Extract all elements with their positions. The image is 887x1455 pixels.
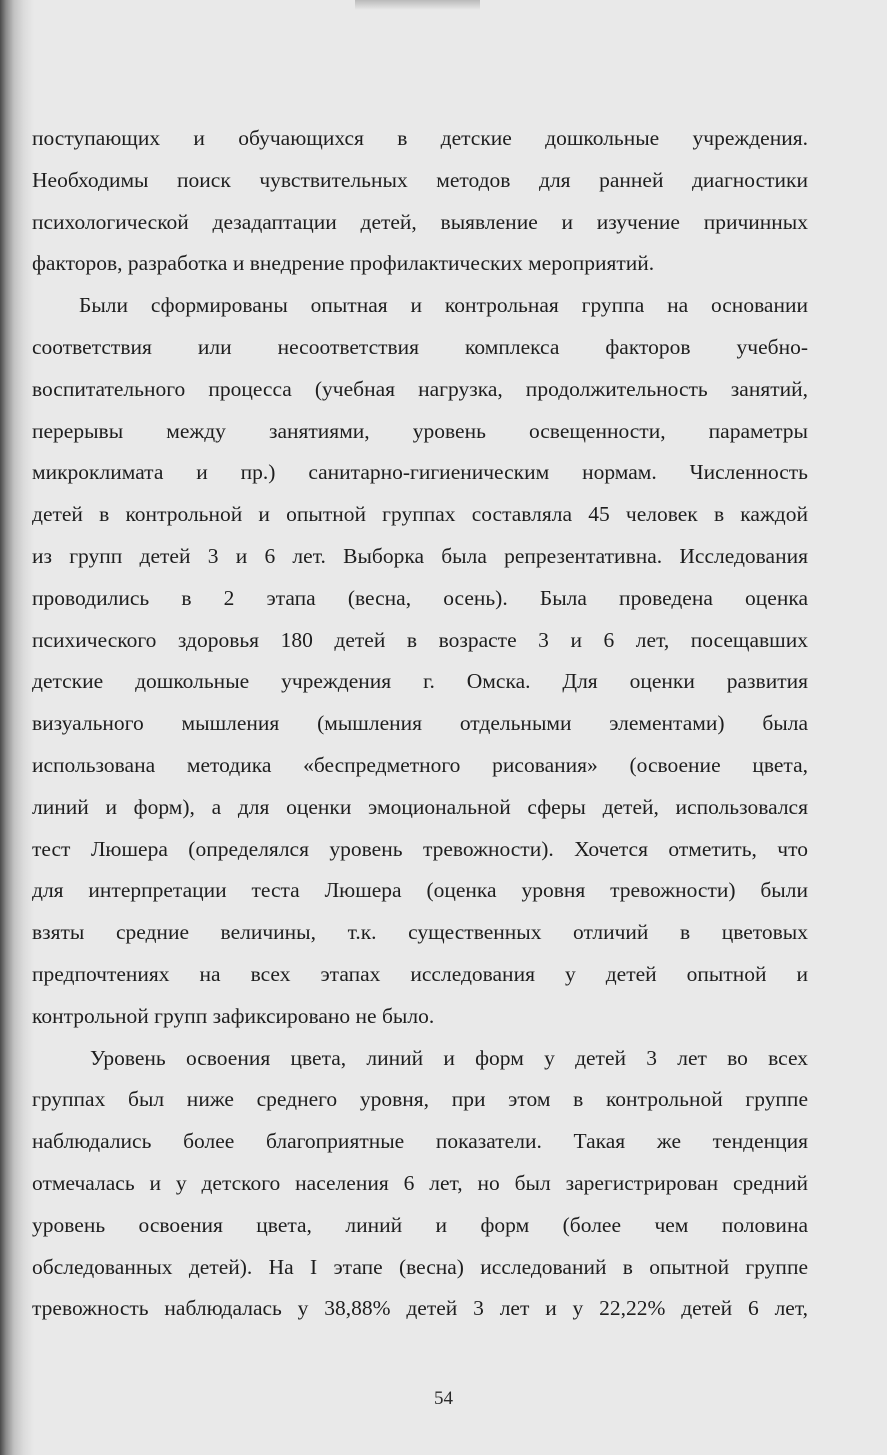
text-line: тест Люшера (определялся уровень тревожности). Хочется отметить, что	[32, 836, 808, 861]
text-line: тревожность наблюдалась у 38,88% детей 3 лет и у 22,22% детей 6 лет,	[32, 1296, 808, 1321]
text-line: группах был ниже среднего уровня, при этом в контрольной группе	[32, 1087, 808, 1112]
text-line: из групп детей 3 и 6 лет. Выборка была репрезентативна. Исследования	[32, 543, 808, 568]
text-line: факторов, разработка и внедрение профилактических мероприятий.	[32, 251, 655, 276]
text-line: наблюдались более благоприятные показатели. Такая же тенденция	[32, 1129, 808, 1154]
text-line: использована методика «беспредметного рисования» (освоение цвета,	[32, 752, 808, 777]
text-line: взяты средние величины, т.к. существенных отличий в цветовых	[32, 920, 808, 945]
text-line: проводились в 2 этапа (весна, осень). Была проведена оценка	[32, 585, 808, 610]
text-line: воспитательного процесса (учебная нагрузка, продолжительность занятий,	[32, 376, 808, 401]
text-line: микроклимата и пр.) санитарно-гигиеническим нормам. Численность	[32, 460, 808, 485]
text-line: обследованных детей). На I этапе (весна) исследований в опытной группе	[32, 1254, 808, 1279]
top-edge-mark	[355, 0, 480, 10]
text-line: визуального мышления (мышления отдельными элементами) была	[32, 711, 808, 736]
paragraph-1	[32, 118, 808, 285]
paragraph-2	[32, 285, 808, 1037]
text-line: отмечалась и у детского населения 6 лет, но был зарегистрирован средний	[32, 1170, 808, 1195]
text-line: Уровень освоения цвета, линий и форм у детей 3 лет во всех	[90, 1045, 808, 1070]
text-line: контрольной групп зафиксировано не было.	[32, 1003, 435, 1028]
text-line: детские дошкольные учреждения г. Омска. Для оценки развития	[32, 669, 808, 694]
text-line: уровень освоения цвета, линий и форм (более чем половина	[32, 1212, 808, 1237]
body-text	[32, 118, 808, 1330]
text-line: перерывы между занятиями, уровень освещенности, параметры	[32, 418, 808, 443]
text-line: соответствия или несоответствия комплекса факторов учебно-	[32, 334, 808, 359]
text-line: Были сформированы опытная и контрольная группа на основании	[79, 293, 808, 318]
paragraph-3	[32, 1038, 808, 1331]
text-line: предпочтениях на всех этапах исследования у детей опытной и	[32, 961, 808, 986]
text-line: Необходимы поиск чувствительных методов для ранней диагностики	[32, 167, 808, 192]
text-line: детей в контрольной и опытной группах составляла 45 человек в каждой	[32, 502, 808, 527]
text-line: психологической дезадаптации детей, выявление и изучение причинных	[32, 209, 808, 234]
text-line: психического здоровья 180 детей в возрасте 3 и 6 лет, посещавших	[32, 627, 808, 652]
page-number: 54	[434, 1388, 453, 1409]
text-line: линий и форм), а для оценки эмоциональной сферы детей, использовался	[32, 794, 808, 819]
text-line: поступающих и обучающихся в детские дошкольные учреждения.	[32, 126, 808, 150]
binding-shadow	[0, 0, 34, 1455]
text-line: для интерпретации теста Люшера (оценка уровня тревожности) были	[32, 878, 808, 903]
